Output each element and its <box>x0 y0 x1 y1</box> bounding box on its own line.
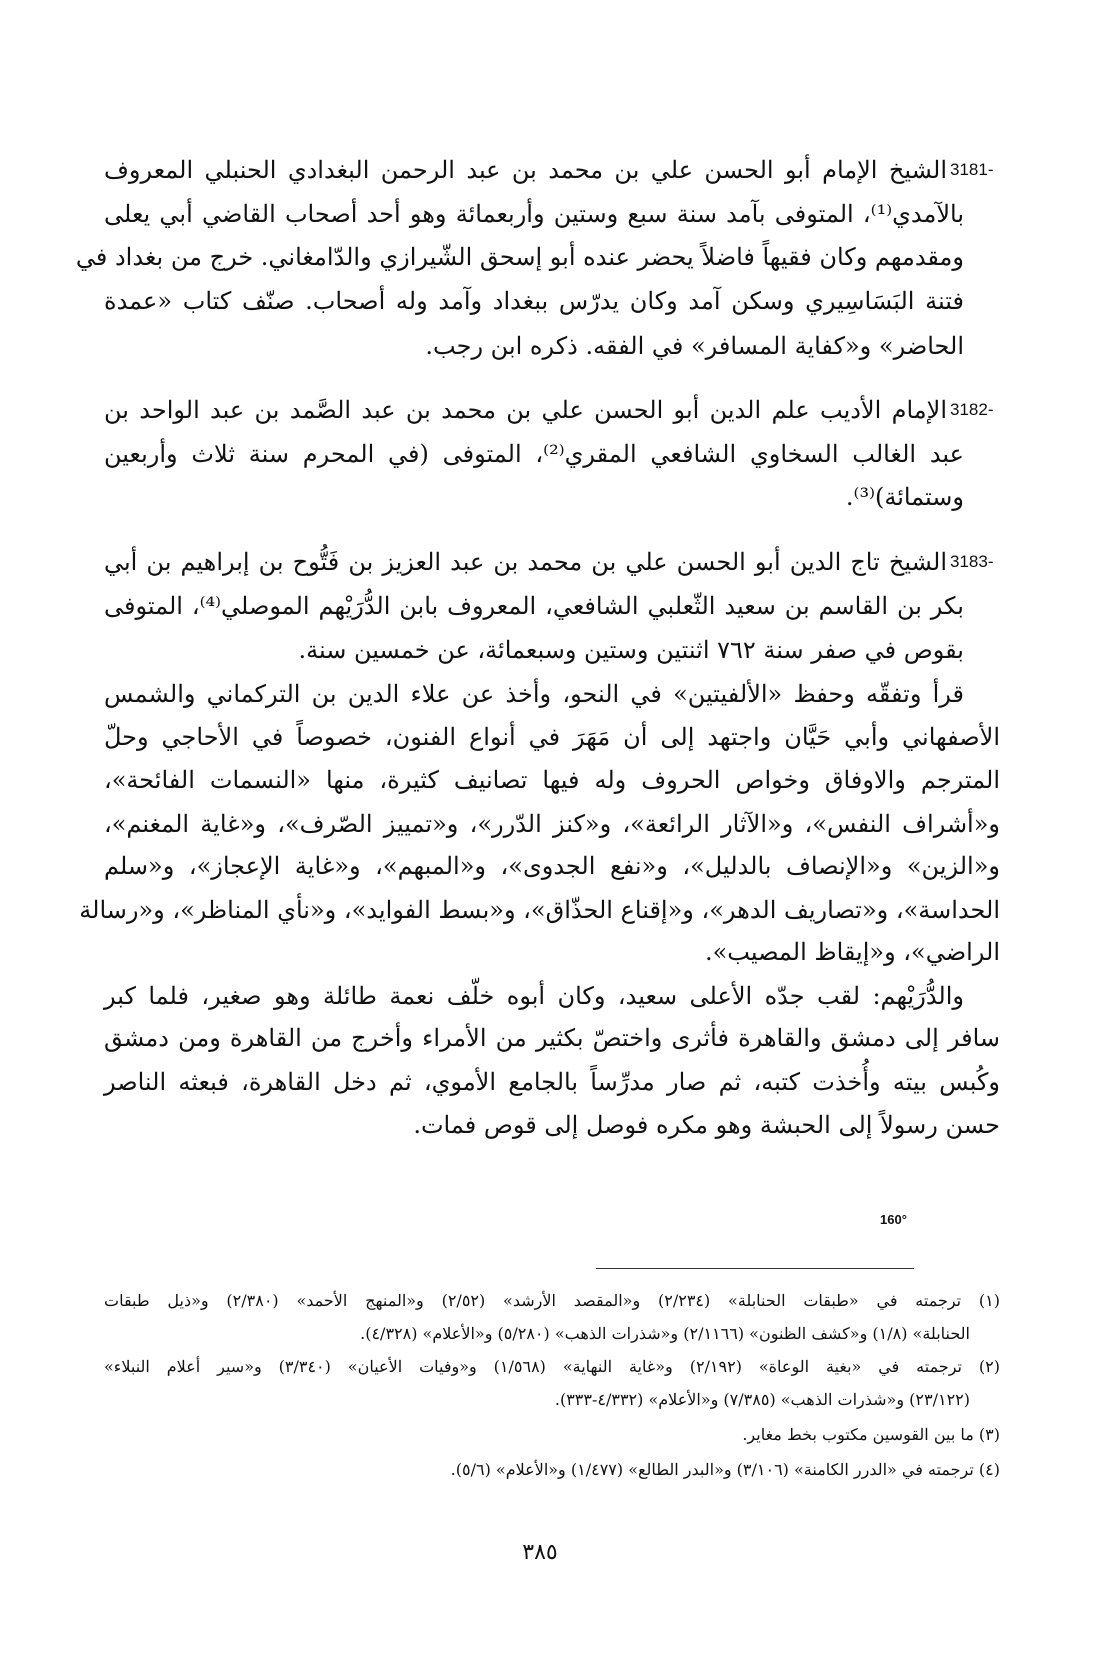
text-line: فتنة البَسَاسِيري وسكن آمد وكان يدرّس ببغداد وآمد وله أصحاب. صنّف كتاب «عمدة <box>104 287 964 315</box>
text-line: الإمام الأديب علم الدين أبو الحسن علي بن محمد بن عبد الصَّمد بن عبد الواحد بن <box>104 396 947 424</box>
entry-number: 3183- <box>950 552 994 571</box>
text-line: وستمائة)⁽³⁾. <box>845 483 964 511</box>
text-line: الشيخ تاج الدين أبو الحسن علي بن محمد بن عبد العزيز بن فَتُّوح بن إبراهيم بن أبي <box>104 548 947 576</box>
footnote-divider <box>596 1268 914 1269</box>
footnote-line: (٢) ترجمته في «بغية الوعاة» (٢/١٩٢) و«غاية النهاية» (١/٥٦٨) و«وفيات الأعيان» (٣/٣٤٠) و«سير أعلام النبلاء» <box>104 1357 1000 1376</box>
text-line: الأصفهاني وأبي حَيَّان واجتهد إلى أن مَهَرَ في أنواع الفنون، خصوصاً في الأحاجي وحلّ <box>104 723 1000 751</box>
text-line: بكر بن القاسم بن سعيد الثّعلبي الشافعي، المعروف بابن الدُّرَيْهم الموصلي⁽⁴⁾، المتوفى <box>104 592 964 620</box>
footnote-line: (٢٣/١٢٢) و«شذرات الذهب» (٧/٣٨٥) و«الأعلام» (٤/٣٣٢-٣٣٣). <box>554 1390 970 1409</box>
text-line: قرأ وتفقّه وحفظ «الألفيتين» في النحو، وأخذ عن علاء الدين بن التركماني والشمس <box>104 680 964 708</box>
footnote-line: (١) ترجمته في «طبقات الحنابلة» (٢/٢٣٤) و«المقصد الأرشد» (٢/٥٢) و«المنهج الأحمد» (٢/٣٨٠) و«ذيل طبقات <box>104 1291 1000 1310</box>
text-line: وكُبس بيته وأُخذت كتبه، ثم صار مدرِّساً بالجامع الأموي، ثم دخل القاهرة، فبعثه الناصر <box>104 1068 1000 1096</box>
text-line: بقوص في صفر سنة ٧٦٢ اثنتين وستين وسبعمائة، عن خمسين سنة. <box>298 636 964 664</box>
text-line: سافر إلى دمشق والقاهرة فأثرى واختصّ بكثير من الأمراء وأخرج من القاهرة ومن دمشق <box>104 1024 1000 1052</box>
footnote-line: (٤) ترجمته في «الدرر الكامنة» (٣/١٠٦) و«البدر الطالع» (١/٤٧٧) و«الأعلام» (٥/٦). <box>450 1460 1000 1479</box>
text-line: الشيخ الإمام أبو الحسن علي بن محمد بن عبد الرحمن البغدادي الحنبلي المعروف <box>104 156 947 184</box>
text-line: والدُّرَيْهم: لقب جدّه الأعلى سعيد، وكان أبوه خلّف نعمة طائلة وهو صغير، فلما كبر <box>104 982 964 1010</box>
text-line: المترجم والاوفاق وخواص الحروف وله فيها تصانيف كثيرة، منها «النسمات الفائحة»، <box>104 766 1000 794</box>
text-line: و«أشراف النفس»، و«الآثار الرائعة»، و«كنز الدّرر»، و«تمييز الصّرف»، و«غاية المغنم»، <box>104 810 1000 838</box>
entry-number: 3182- <box>950 400 994 419</box>
text-line: الراضي»، و«إيقاظ المصيب». <box>704 938 1000 966</box>
text-line: و«الزين» و«الإنصاف بالدليل»، و«نفع الجدوى»، و«المبهم»، و«غاية الإعجاز»، و«سلم <box>104 852 1000 880</box>
footnote-line: الحنابلة» (١/٨) و«كشف الظنون» (٢/١١٦٦) و«شذرات الذهب» (٥/٢٨٠) و«الأعلام» (٤/٣٢٨). <box>360 1324 970 1343</box>
footnote-line: (٣) ما بين القوسين مكتوب بخط مغاير. <box>742 1425 1000 1444</box>
margin-mark: 160° <box>880 1212 907 1227</box>
text-line: بالآمدي⁽¹⁾، المتوفى بآمد سنة سبع وستين وأربعمائة وهو أحد أصحاب القاضي أبي يعلى <box>104 200 964 228</box>
text-line: ومقدمهم وكان فقيهاً فاضلاً يحضر عنده أبو إسحق الشّيرازي والدّامغاني. خرج من بغداد في <box>75 243 964 271</box>
entry-number: 3181- <box>950 160 994 179</box>
text-line: حسن رسولاً إلى الحبشة وهو مكره فوصل إلى قوص فمات. <box>413 1111 1000 1139</box>
text-line: الحداسة»، و«تصاريف الدهر»، و«إقناع الحذّاق»، و«بسط الفوايد»، و«نأي المناظر»، و«رسالة <box>79 896 1000 924</box>
page-number: ٣٨٥ <box>522 1540 558 1565</box>
text-line: عبد الغالب السخاوي الشافعي المقري⁽²⁾، المتوفى (في المحرم سنة ثلاث وأربعين <box>104 440 964 468</box>
text-line: الحاضر» و«كفاية المسافر» في الفقه. ذكره ابن رجب. <box>425 332 964 360</box>
